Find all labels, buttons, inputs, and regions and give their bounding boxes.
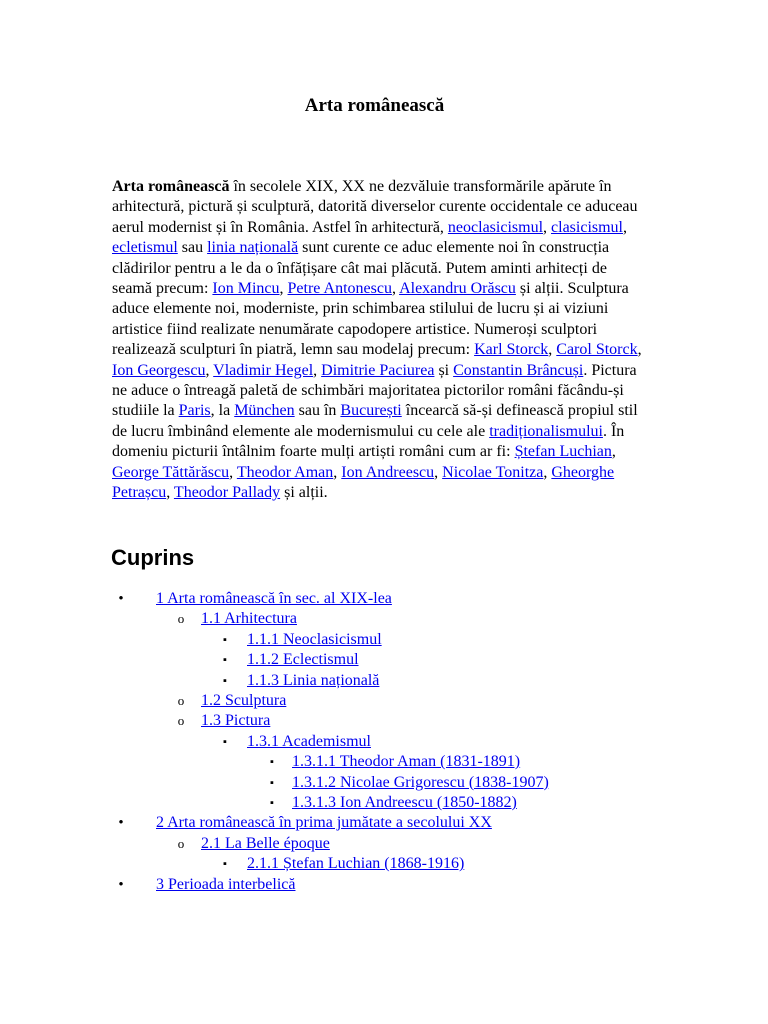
intro-text: ,	[229, 463, 237, 481]
toc-link[interactable]: 1.3.1.3 Ion Andreescu (1850-1882)	[292, 794, 517, 811]
intro-link[interactable]: Constantin Brâncuși	[453, 361, 584, 379]
toc-link[interactable]: 1 Arta românească în sec. al XIX-lea	[156, 590, 392, 607]
toc-bullet-icon	[171, 609, 191, 630]
toc-link[interactable]: 1.3.1.1 Theodor Aman (1831-1891)	[292, 753, 521, 771]
intro-lead-bold: Arta românească	[112, 178, 230, 195]
intro-text: și alții.	[280, 484, 328, 502]
intro-link[interactable]: Theodor Pallady	[173, 484, 281, 502]
toc-bullet-icon	[111, 875, 131, 896]
intro-link[interactable]: neoclasicismul	[447, 218, 544, 236]
toc-bullet-icon	[171, 834, 191, 855]
intro-link[interactable]: ecletismul	[112, 239, 178, 257]
intro-text: ,	[543, 218, 552, 236]
intro-text: ,	[623, 218, 627, 236]
intro-text: , la	[210, 402, 235, 420]
intro-text: ,	[166, 484, 174, 502]
intro-text: ,	[543, 463, 552, 481]
toc-bullet-icon	[262, 773, 282, 793]
toc-link[interactable]: 1.1 Arhitectura	[201, 610, 297, 628]
intro-text: și	[434, 361, 454, 379]
intro-link[interactable]: Ion Georgescu	[112, 361, 206, 379]
page-title: Arta românească	[304, 95, 445, 116]
intro-link[interactable]: București	[340, 402, 402, 420]
toc-link[interactable]: 1.3.1 Academismul	[247, 732, 371, 750]
toc-heading: Cuprins	[111, 545, 195, 570]
intro-text: ,	[205, 361, 214, 379]
toc-link[interactable]: 2.1.1 Ștefan Luchian (1868-1916)	[247, 855, 465, 873]
toc-bullet-icon	[215, 732, 235, 752]
intro-link[interactable]: Theodor Aman	[236, 463, 334, 481]
toc-bullet-icon	[215, 854, 235, 874]
intro-text: . Pictura ne aduce o întreagă paletă de schimbări majoritatea pictorilor români făcându-și studiile la	[112, 361, 637, 420]
toc-bullet-icon	[262, 793, 282, 813]
intro-text: sau	[177, 239, 208, 257]
intro-link[interactable]: Nicolae Tonitza	[442, 463, 544, 481]
intro-link[interactable]: Gheorghe Petrașcu	[112, 463, 615, 502]
toc-bullet-icon	[215, 671, 235, 691]
toc-bullet-icon	[171, 711, 191, 732]
intro-link[interactable]: clasicismul	[551, 218, 623, 236]
intro-text: . În domeniu picturii întâlnim foarte mulți artiști români cum ar fi:	[112, 422, 625, 461]
intro-link[interactable]: Ion Andreescu	[341, 463, 435, 481]
intro-link[interactable]: Dimitrie Paciurea	[321, 361, 435, 379]
intro-text: ,	[313, 361, 322, 379]
intro-text: sunt curente ce aduc elemente noi în construcția clădirilor pentru a le da o înfățișare cât mai plăcută. Putem aminti arhitecți de seamă precum:	[112, 239, 610, 298]
toc-bullet-icon	[111, 813, 131, 834]
intro-text: ,	[333, 463, 342, 481]
intro-paragraph	[112, 177, 648, 504]
intro-text: ,	[611, 443, 616, 461]
intro-text: ,	[391, 280, 400, 298]
intro-text: ,	[548, 341, 557, 359]
toc-link[interactable]: 3 Perioada interbelică	[156, 875, 296, 893]
toc-link[interactable]: 1.3 Pictura	[201, 712, 271, 730]
intro-link[interactable]: Paris	[178, 402, 211, 420]
intro-text: și alții. Sculptura aduce elemente noi, moderniste, prin schimbarea stilului de lucru și ai viziuni artistice fiind realizate nenumărate capodopere artistice. Numeroși sculptori realizează sculpturi în piatră, lemn sau modelaj precum:	[112, 280, 629, 359]
toc-bullet-icon	[111, 589, 131, 610]
toc-link[interactable]: 1.3.1.2 Nicolae Grigorescu (1838-1907)	[292, 773, 549, 791]
toc-link[interactable]: 2 Arta românească în prima jumătate a secolului XX	[156, 814, 492, 832]
toc-link[interactable]: 1.2 Sculptura	[201, 692, 287, 709]
intro-link[interactable]: Karl Storck	[474, 341, 549, 359]
toc-bullet-icon	[215, 650, 235, 670]
intro-text: ,	[434, 463, 443, 481]
toc-bullet-icon	[215, 630, 235, 650]
intro-text: încearcă să-și definească propiul stil de lucru îmbinând elemente ale modernismului cu cele ale	[112, 402, 638, 440]
intro-link[interactable]: Alexandru Orăscu	[399, 280, 516, 298]
intro-link[interactable]: Ștefan Luchian	[514, 443, 612, 461]
toc-bullet-icon	[262, 752, 282, 772]
toc-link[interactable]: 1.1.1 Neoclasicismul	[247, 630, 382, 648]
intro-text: în secolele XIX, XX ne dezvăluie transformările apărute în arhitectură, pictură și sculptură, datorită diverselor curente occidentale ce aduceau aerul modernist și în România. Astfel în arhitectură,	[112, 178, 638, 236]
intro-link[interactable]: linia națională	[207, 239, 299, 257]
intro-link[interactable]: München	[234, 402, 295, 420]
intro-link[interactable]: Petre Antonescu	[287, 280, 392, 298]
intro-link[interactable]: Ion Mincu	[212, 280, 280, 298]
intro-text: ,	[279, 280, 288, 298]
toc-link[interactable]: 1.1.3 Linia națională	[247, 671, 380, 689]
toc-link[interactable]: 2.1 La Belle époque	[201, 834, 330, 852]
intro-text: sau în	[294, 402, 341, 420]
intro-link[interactable]: tradiționalismului	[489, 422, 603, 440]
intro-link[interactable]: George Tăttărăscu	[112, 463, 230, 481]
intro-link[interactable]: Vladimir Hegel	[213, 361, 314, 379]
intro-text: ,	[637, 341, 642, 359]
toc-bullet-icon	[171, 691, 191, 712]
toc-link[interactable]: 1.1.2 Eclectismul	[247, 651, 359, 669]
intro-link[interactable]: Carol Storck	[556, 341, 638, 359]
